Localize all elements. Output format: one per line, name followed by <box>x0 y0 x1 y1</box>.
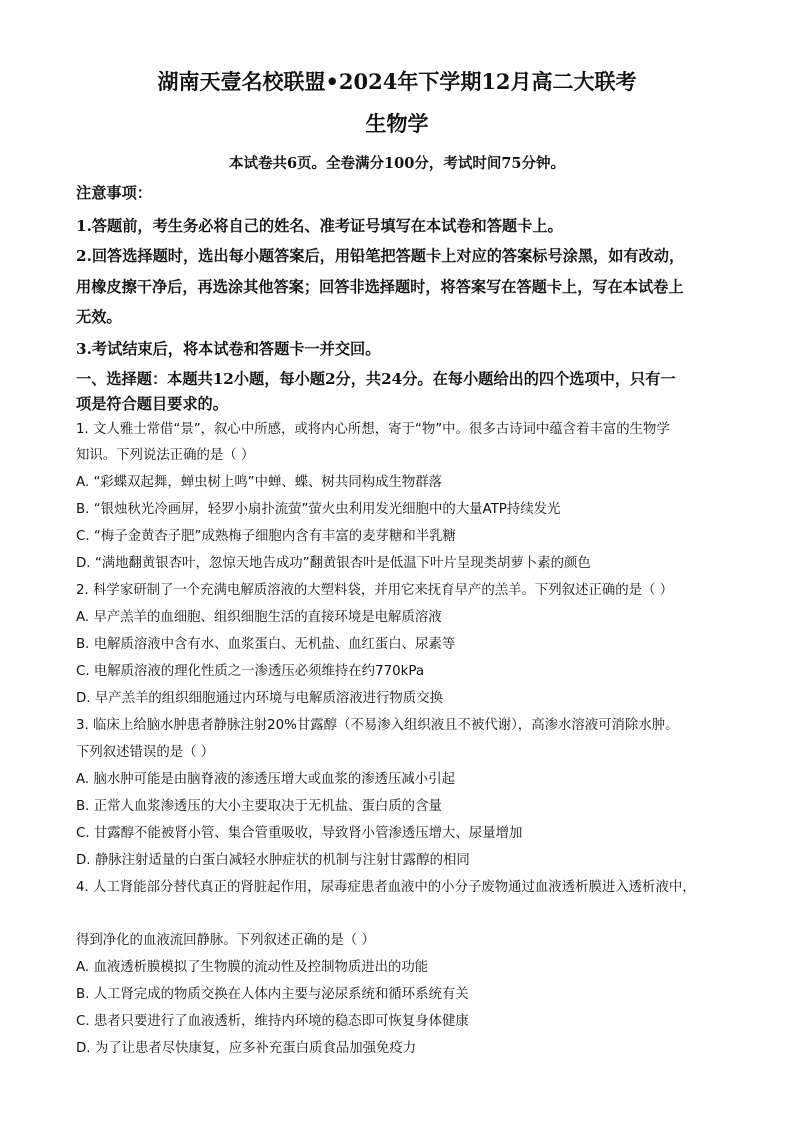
question-4-option-d: D. 为了让患者尽快康复，应多补充蛋白质食品加强免疫力 <box>76 1041 417 1056</box>
notice-item-2: 2.回答选择题时，选出每小题答案后，用铅笔把答题卡上对应的答案标号涂黑，如有改动， <box>76 247 685 265</box>
question-2-option-a: A. 早产羔羊的血细胞、组织细胞生活的直接环境是电解质溶液 <box>76 610 442 625</box>
question-2-option-d: D. 早产羔羊的组织细胞通过内环境与电解质溶液进行物质交换 <box>76 691 443 706</box>
question-2-option-b: B. 电解质溶液中含有水、血浆蛋白、无机盐、血红蛋白、尿素等 <box>76 637 456 652</box>
question-3-option-b: B. 正常人血浆渗透压的大小主要取决于无机盐、蛋白质的含量 <box>76 799 442 814</box>
question-2-option-c: C. 电解质溶液的理化性质之一渗透压必须维持在约770kPa <box>76 664 425 679</box>
question-4-option-a: A. 血液透析膜模拟了生物膜的流动性及控制物质进出的功能 <box>76 960 429 975</box>
question-3-stem-cont: 下列叙述错误的是（ ） <box>76 745 215 760</box>
question-4-stem: 4. 人工肾能部分替代真正的肾脏起作用，尿毒症患者血液中的小分子废物通过血液透析膜进入透析液中， <box>76 880 696 895</box>
notice-item-2-cont: 用橡皮擦干净后，再选涂其他答案；回答非选择题时，将答案写在答题卡上，写在本试卷上 <box>76 278 684 296</box>
section-heading-cont: 项是符合题目要求的。 <box>76 395 228 413</box>
notice-item-3: 3.考试结束后，将本试卷和答题卡一并交回。 <box>76 340 381 358</box>
question-1-option-a: A. “彩蝶双起舞，蝉虫树上鸣”中蝉、蝶、树共同构成生物群落 <box>76 475 443 490</box>
question-3-option-c: C. 甘露醇不能被肾小管、集合管重吸收，导致肾小管渗透压增大、尿量增加 <box>76 826 523 841</box>
question-3-option-a: A. 脑水肿可能是由脑脊液的渗透压增大或血浆的渗透压减小引起 <box>76 772 455 787</box>
notice-item-1: 1.答题前，考生务必将自己的姓名、准考证号填写在本试卷和答题卡上。 <box>76 217 563 235</box>
question-1-stem: 1. 文人雅士常借“景”，叙心中所感，或将内心所想，寄于“物”中。很多古诗词中蕴含着丰富的生物学 <box>76 422 670 437</box>
question-4-option-c: C. 患者只要进行了血液透析，维持内环境的稳态即可恢复身体健康 <box>76 1014 469 1029</box>
exam-info: 本试卷共6页。全卷满分100分，考试时间75分钟。 <box>228 155 566 172</box>
subject-title: 生物学 <box>365 111 429 136</box>
question-1-option-c: C. “梅子金黄杏子肥”成熟梅子细胞内含有丰富的麦芽糖和半乳糖 <box>76 529 456 544</box>
question-3-option-d: D. 静脉注射适量的白蛋白减轻水肿症状的机制与注射甘露醇的相同 <box>76 853 470 868</box>
question-1-option-b: B. “银烛秋光冷画屏，轻罗小扇扑流萤”萤火虫利用发光细胞中的大量ATP持续发光 <box>76 502 561 517</box>
question-1-stem-cont: 知识。下列说法正确的是（ ） <box>76 448 255 463</box>
notice-item-2-cont: 无效。 <box>76 308 122 326</box>
question-3-stem: 3. 临床上给脑水肿患者静脉注射20%甘露醇（不易渗入组织液且不被代谢），高渗水溶液可消除水肿。 <box>76 718 679 733</box>
question-1-option-d: D. “满地翻黄银杏叶，忽惊天地告成功”翻黄银杏叶是低温下叶片呈现类胡萝卜素的颜色 <box>76 556 591 571</box>
question-2-stem: 2. 科学家研制了一个充满电解质溶液的大塑料袋，并用它来抚育早产的羔羊。下列叙述正确的是（ ） <box>76 583 674 598</box>
question-4-stem-cont: 得到净化的血液流回静脉。下列叙述正确的是（ ） <box>76 933 375 948</box>
exam-title: 湖南天壹名校联盟•2024年下学期12月高二大联考 <box>157 69 637 94</box>
notice-heading: 注意事项： <box>76 184 152 202</box>
section-heading: 一、选择题：本题共12小题，每小题2分，共24分。在每小题给出的四个选项中，只有一 <box>76 370 676 388</box>
question-4-option-b: B. 人工肾完成的物质交换在人体内主要与泌尿系统和循环系统有关 <box>76 987 469 1002</box>
